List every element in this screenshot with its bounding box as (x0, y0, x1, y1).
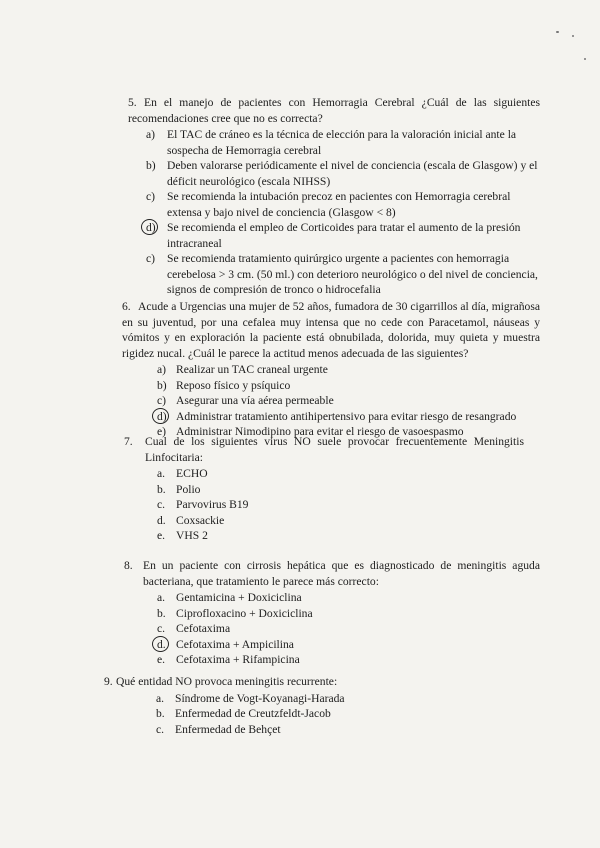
option-text: Asegurar una vía aérea permeable (176, 394, 334, 407)
question-stem: Cual de los siguientes virus NO suele provocar frecuentemente Meningitis Linfocitaria: (145, 435, 524, 464)
option-e (157, 652, 540, 668)
option-letter: b. (156, 707, 165, 720)
question-stem: En un paciente con cirrosis hepática que es diagnosticado de meningitis aguda bacteriana, que tratamiento le parece más correcto: (143, 559, 540, 588)
question-number: 9. (104, 675, 113, 688)
question-stem: En el manejo de pacientes con Hemorragia Cerebral ¿Cuál de las siguientes recomendaciones cree que no es correcta? (128, 96, 540, 125)
options-list (156, 691, 524, 738)
option-letter: c. (157, 622, 166, 635)
option-letter: b) (157, 378, 167, 392)
option-letter: e. (157, 529, 166, 542)
option-d-selected (146, 220, 540, 251)
option-letter: c. (156, 722, 165, 736)
option-text: Se recomienda tratamiento quirúrgico urgente a pacientes con hemorragia cerebelosa > 3 cm. (50 ml.) con deterioro neurológico o del nivel de conciencia, signos de compresión de tronco o hidrocefalia (167, 252, 538, 296)
option-c (146, 189, 540, 220)
option-text: Enfermedad de Behçet (175, 722, 281, 736)
option-b (157, 606, 540, 622)
option-e (146, 251, 540, 298)
option-d-selected (157, 637, 540, 653)
question-stem: Qué entidad NO provoca meningitis recurrente: (116, 675, 338, 688)
option-text: Cefotaxima + Rifampicina (176, 653, 300, 666)
option-a (157, 466, 524, 482)
question-number: 7. (124, 435, 133, 448)
option-b (156, 706, 524, 722)
question-number: 6. (122, 300, 131, 313)
option-text: Síndrome de Vogt-Koyanagi-Harada (175, 691, 345, 705)
question-9 (104, 674, 524, 737)
option-text: Se recomienda el empleo de Corticoides para tratar el aumento de la presión intracraneal (167, 221, 521, 250)
question-stem: Acude a Urgencias una mujer de 52 años, fumadora de 30 cigarrillos al día, migrañosa en su juventud, por una cefalea muy intensa que no cede con Paracetamol, náuseas y vómitos y en exploración la paciente está obnubilada, dolorida, muy quieta y muestra rigidez nucal. ¿Cuál le parece la actitud menos adecuada de las siguientes? (122, 300, 540, 360)
option-text: El TAC de cráneo es la técnica de elección para la valoración inicial ante la sospecha de Hemorragia cerebral (167, 128, 517, 157)
option-letter: e) (157, 425, 167, 438)
option-letter: c) (146, 190, 156, 203)
options-list (157, 466, 524, 544)
options-list (157, 362, 540, 440)
option-b (157, 378, 540, 394)
option-letter: b) (146, 159, 156, 172)
question-number: 5. (128, 96, 137, 109)
option-c (156, 722, 524, 738)
option-letter: a) (157, 363, 167, 376)
option-letter: b. (157, 606, 166, 620)
option-letter: a. (157, 591, 166, 604)
question-8 (124, 558, 540, 668)
option-text: Gentamicina + Doxiciclina (176, 591, 302, 604)
option-text: Polio (176, 482, 201, 496)
options-list (146, 127, 540, 298)
option-letter: d) (157, 409, 167, 423)
option-text: Cefotaxima + Ampicilina (176, 637, 294, 651)
option-text: Administrar tratamiento antihipertensivo para evitar riesgo de resangrado (176, 409, 517, 423)
option-letter: a. (156, 691, 165, 705)
question-6 (122, 299, 540, 440)
option-text: Enfermedad de Creutzfeldt-Jacob (175, 707, 331, 720)
option-text: ECHO (176, 467, 208, 480)
option-a (156, 691, 524, 707)
option-d (157, 513, 524, 529)
option-text: VHS 2 (176, 529, 208, 542)
option-b (146, 158, 540, 189)
scan-speck (572, 35, 574, 37)
option-letter: b. (157, 482, 166, 496)
option-letter: a) (146, 128, 156, 141)
option-text: Deben valorarse periódicamente el nivel de conciencia (escala de Glasgow) y el déficit neurológico (escala NIHSS) (167, 159, 538, 188)
option-b (157, 482, 524, 498)
option-a (157, 590, 540, 606)
option-a (157, 362, 540, 378)
option-letter: c) (146, 252, 156, 265)
options-list (157, 590, 540, 668)
question-5 (128, 95, 540, 298)
scan-speck (556, 31, 559, 33)
option-text: Realizar un TAC craneal urgente (176, 363, 328, 376)
option-text: Parvovirus B19 (176, 498, 249, 511)
option-d-selected (157, 409, 540, 425)
option-text: Se recomienda la intubación precoz en pacientes con Hemorragia cerebral extensa y bajo nivel de conciencia (Glasgow < 8) (167, 190, 511, 219)
option-text: Administrar Nimodipino para evitar el riesgo de vasoespasmo (176, 425, 464, 438)
scan-speck (584, 58, 586, 60)
option-letter: e. (157, 653, 166, 666)
option-letter: a. (157, 467, 166, 480)
option-letter: d. (157, 513, 166, 527)
option-c (157, 393, 540, 409)
option-letter: d. (157, 637, 166, 651)
question-number: 8. (124, 559, 133, 572)
option-c (157, 497, 524, 513)
option-text: Cefotaxima (176, 622, 231, 635)
option-a (146, 127, 540, 158)
option-text: Ciprofloxacino + Doxiciclina (176, 606, 313, 620)
option-e (157, 528, 524, 544)
question-7 (124, 434, 524, 544)
option-letter: c) (157, 394, 167, 407)
option-letter: d) (146, 221, 156, 234)
option-text: Reposo físico y psíquico (176, 378, 291, 392)
option-letter: c. (157, 498, 166, 511)
option-text: Coxsackie (176, 513, 225, 527)
option-c (157, 621, 540, 637)
